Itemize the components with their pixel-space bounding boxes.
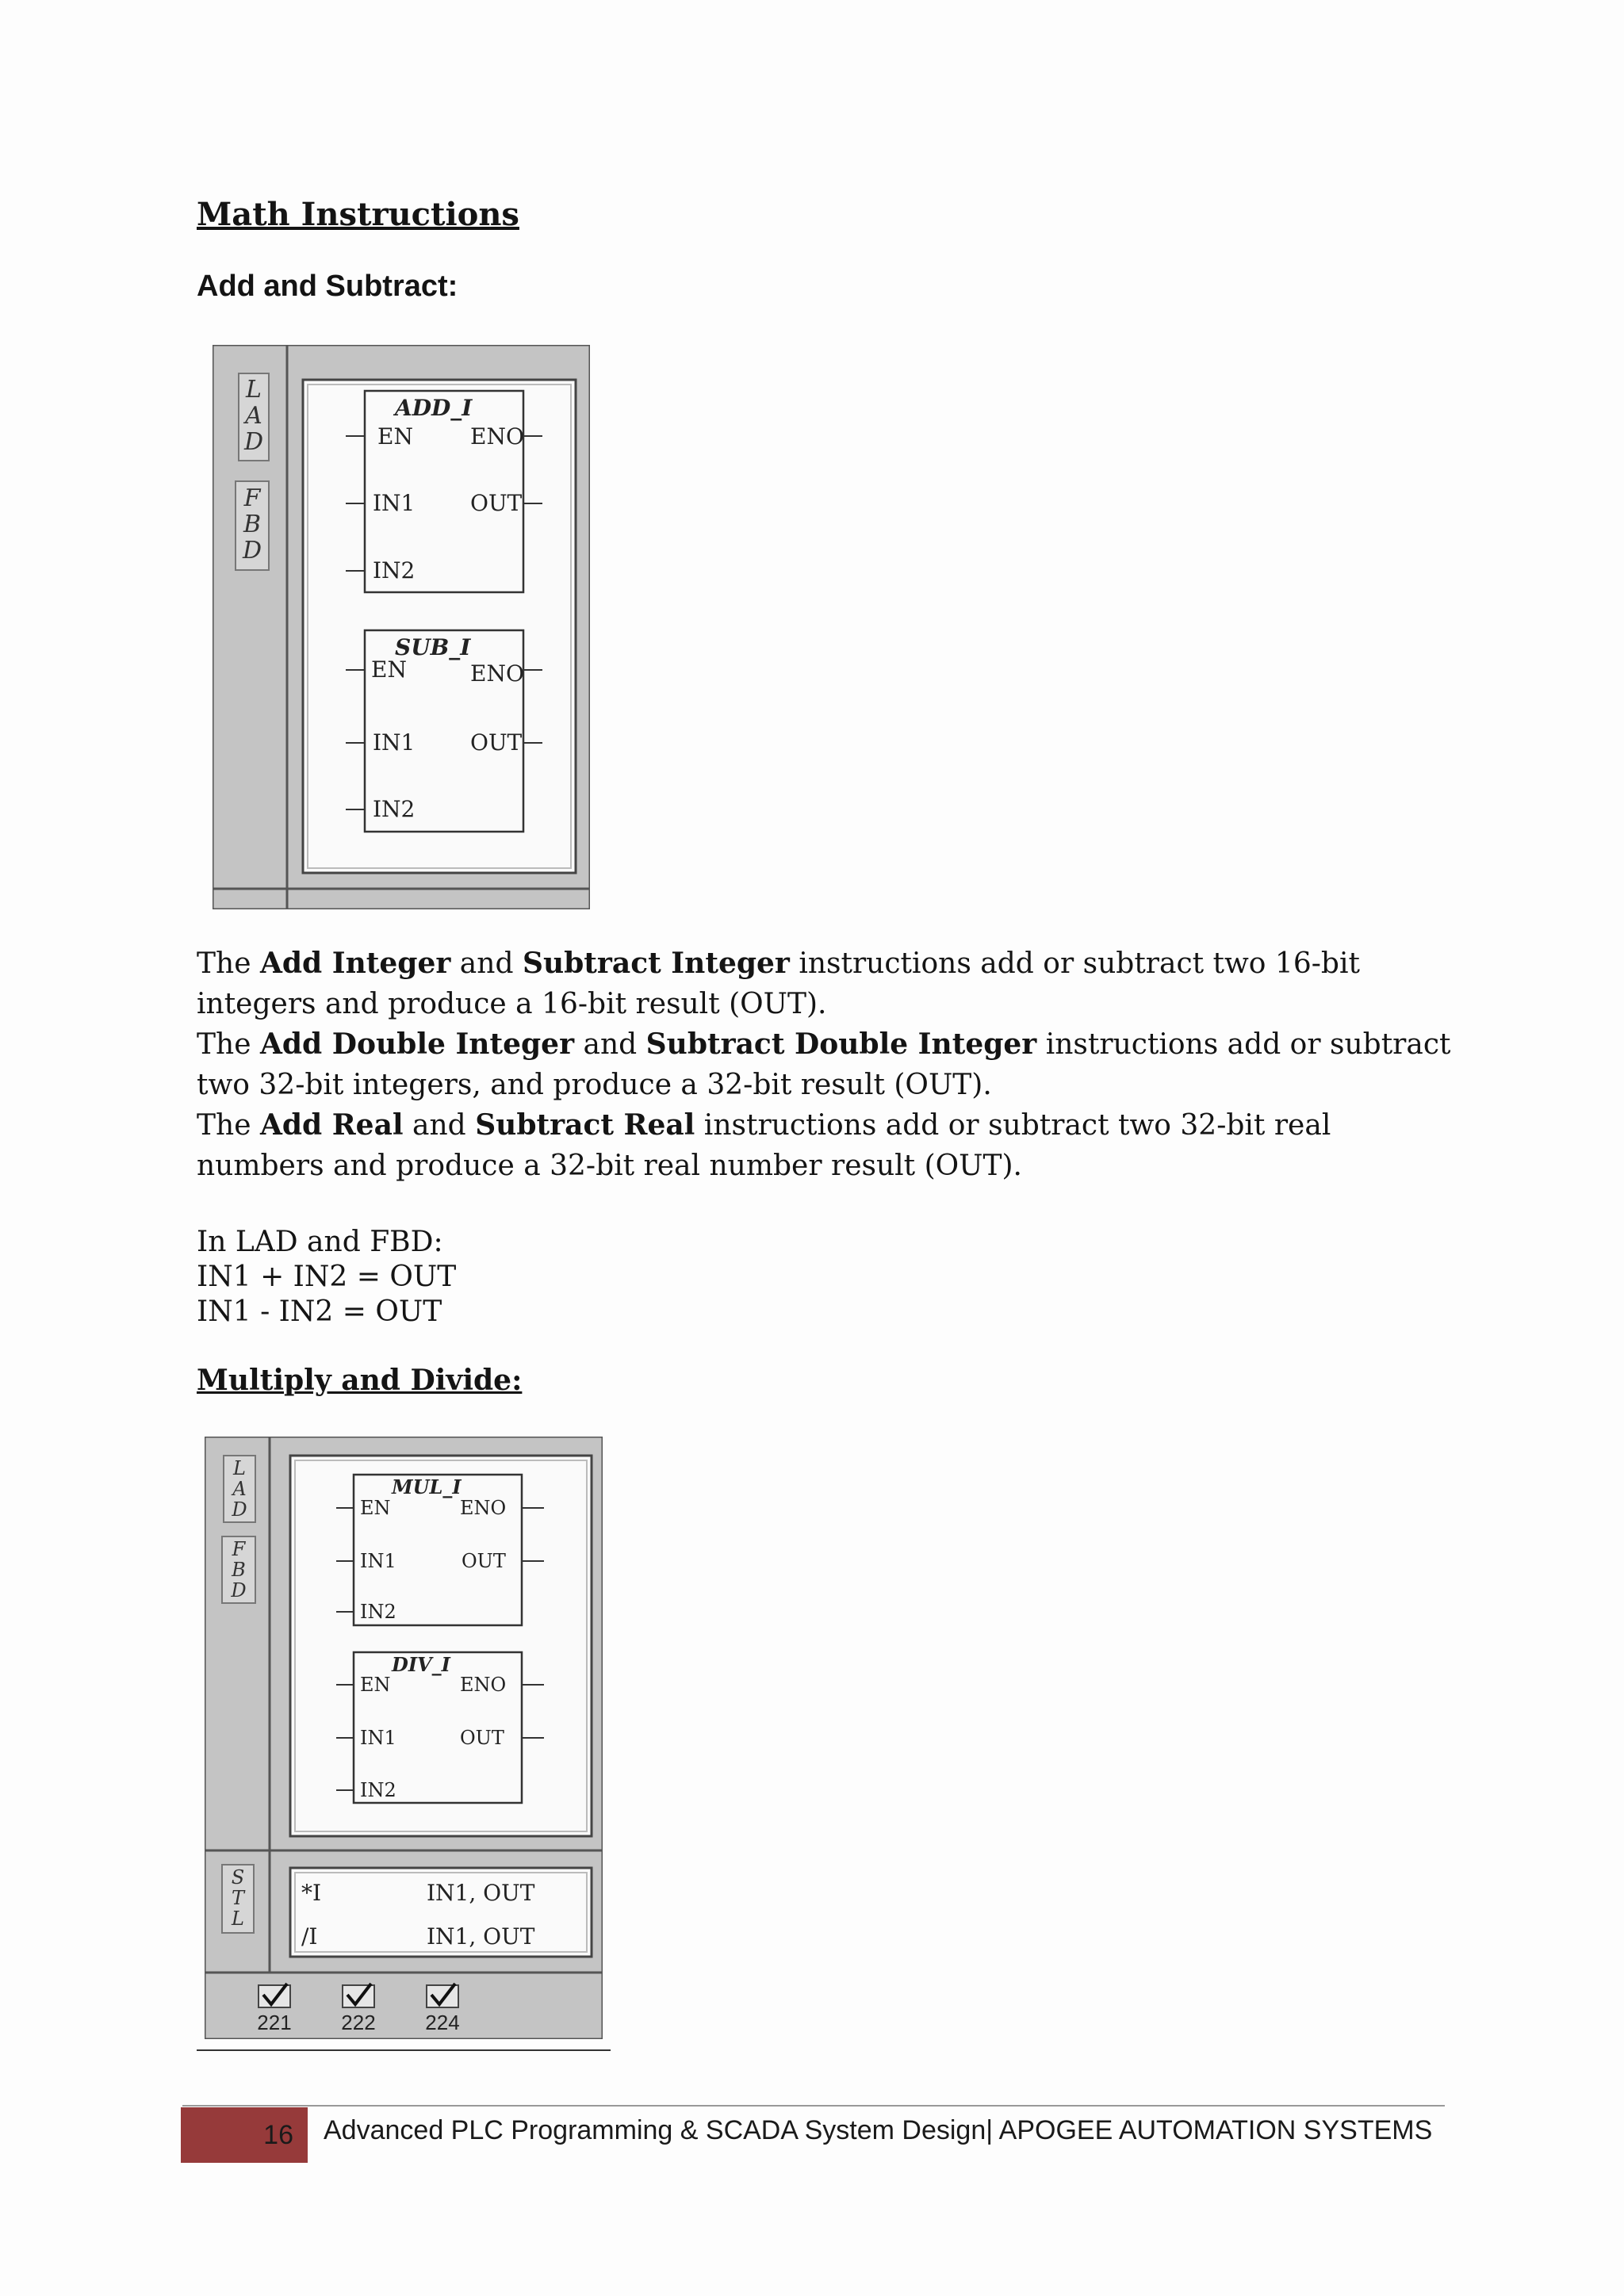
svg-text:F: F	[243, 484, 261, 512]
lad-tab	[239, 373, 269, 461]
svg-text:S: S	[231, 1866, 245, 1888]
page-number: 16	[181, 2107, 308, 2163]
svg-text:D: D	[231, 1579, 247, 1601]
svg-text:IN1: IN1	[373, 490, 416, 516]
svg-text:B: B	[232, 1559, 246, 1581]
paragraph-real: The Add Real and Subtract Real instructions add or subtract two 32-bit real numbers and produce a 32-bit real number result (OUT).	[197, 1108, 1331, 1182]
svg-text:T: T	[231, 1887, 245, 1909]
svg-text:EN: EN	[377, 423, 413, 450]
block-name: MUL_I	[392, 1475, 462, 1498]
equation-line: IN1 + IN2 = OUT	[197, 1261, 457, 1293]
svg-text:ENO: ENO	[470, 423, 524, 450]
svg-text:L: L	[233, 1457, 246, 1479]
svg-text:ENO: ENO	[460, 1674, 507, 1696]
lad-fbd-equations	[197, 1225, 456, 1330]
footer-text: Advanced PLC Programming & SCADA System Design| APOGEE AUTOMATION SYSTEMS	[324, 2115, 1433, 2145]
add-subtract-figure	[213, 345, 590, 909]
stl-op: /I	[301, 1923, 318, 1950]
figure-underline	[197, 2049, 611, 2051]
stl-args: IN1, OUT	[427, 1880, 535, 1906]
svg-text:224: 224	[425, 2011, 460, 2034]
block-name: ADD_I	[395, 395, 473, 421]
svg-text:D: D	[243, 428, 264, 456]
svg-text:221: 221	[257, 2011, 292, 2034]
svg-text:EN: EN	[371, 656, 407, 683]
block-name: SUB_I	[395, 634, 471, 660]
svg-text:IN2: IN2	[373, 796, 416, 822]
fbd-tab	[236, 481, 269, 570]
svg-text:F: F	[232, 1538, 246, 1560]
svg-text:A: A	[245, 402, 262, 430]
svg-text:D: D	[242, 537, 262, 564]
description-paragraphs	[197, 943, 1465, 1186]
equation-line: In LAD and FBD:	[197, 1226, 443, 1258]
svg-text:L: L	[246, 376, 262, 404]
svg-text:A: A	[232, 1478, 247, 1500]
svg-text:EN: EN	[360, 1497, 391, 1519]
section-heading-multiply-divide: Multiply and Divide:	[197, 1364, 523, 1397]
page-title: Math Instructions	[197, 196, 519, 233]
svg-text:ENO: ENO	[470, 660, 524, 687]
svg-text:222: 222	[341, 2011, 376, 2034]
svg-text:L: L	[232, 1908, 244, 1930]
svg-text:B: B	[243, 511, 262, 538]
equation-line: IN1 - IN2 = OUT	[197, 1295, 442, 1328]
stl-tab	[222, 1865, 254, 1933]
svg-text:IN1: IN1	[360, 1727, 396, 1749]
svg-text:IN2: IN2	[373, 557, 416, 584]
fbd-tab	[222, 1536, 255, 1603]
stl-op: *I	[301, 1880, 322, 1906]
svg-text:ENO: ENO	[460, 1497, 507, 1519]
paragraph-integer: The Add Integer and Subtract Integer instructions add or subtract two 16-bit integers and produce a 16-bit result (OUT).	[197, 947, 1360, 1020]
footer-rule	[182, 2105, 1445, 2107]
multiply-divide-figure	[205, 1437, 603, 2039]
block-name: DIV_I	[392, 1653, 450, 1676]
svg-text:D: D	[232, 1498, 247, 1521]
svg-text:OUT: OUT	[470, 490, 523, 516]
svg-text:IN1: IN1	[360, 1550, 396, 1572]
lad-tab	[224, 1456, 255, 1522]
svg-text:OUT: OUT	[462, 1550, 506, 1572]
svg-text:IN2: IN2	[360, 1779, 396, 1801]
paragraph-double-integer: The Add Double Integer and Subtract Double Integer instructions add or subtract two 32-bit integers, and produce a 32-bit result (OUT).	[197, 1027, 1451, 1101]
svg-text:IN1: IN1	[373, 729, 416, 756]
svg-text:OUT: OUT	[460, 1727, 504, 1749]
svg-text:IN2: IN2	[360, 1601, 396, 1623]
section-heading-add-subtract: Add and Subtract:	[197, 270, 458, 303]
svg-text:OUT: OUT	[470, 729, 523, 756]
stl-args: IN1, OUT	[427, 1923, 535, 1950]
svg-text:EN: EN	[360, 1674, 391, 1696]
